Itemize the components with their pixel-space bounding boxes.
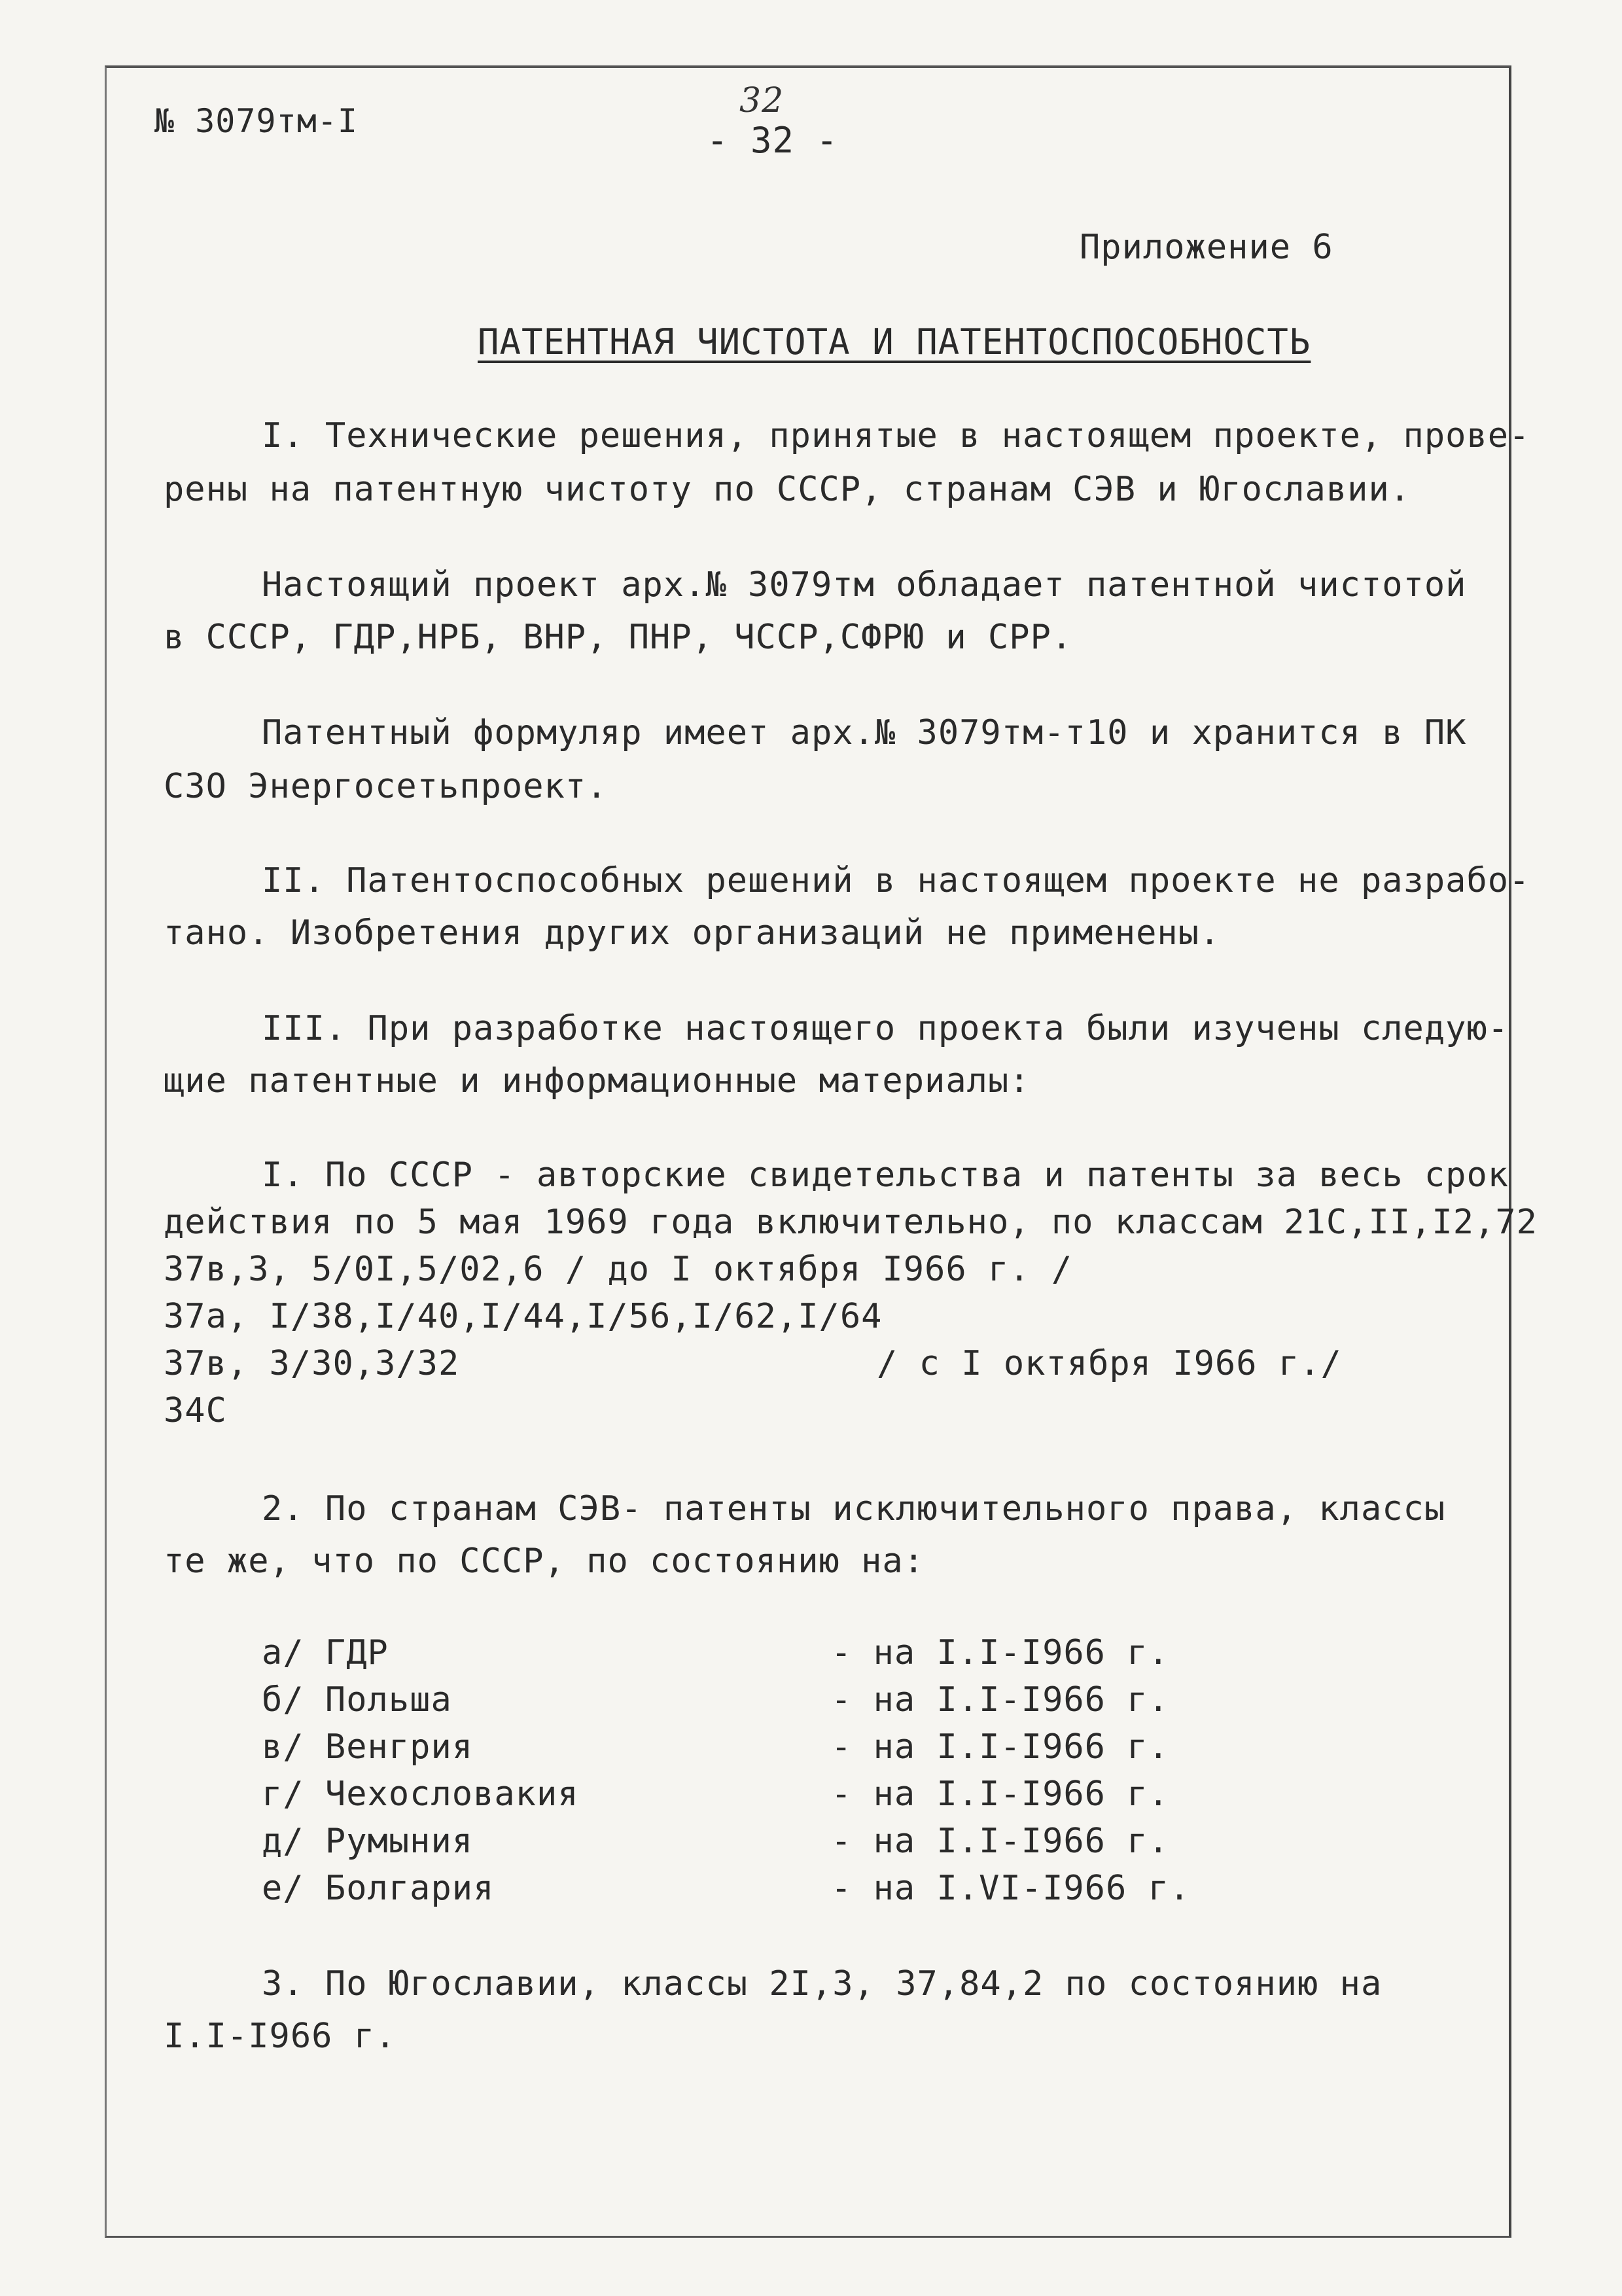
country-name: д/ Румыния xyxy=(262,1822,474,1861)
item-1-line-3: 37в,3, 5/0I,5/02,6 / до I октября I966 г. / xyxy=(164,1250,1073,1289)
item-1-line-6: 34С xyxy=(164,1391,227,1430)
document-number: № 3079тм-I xyxy=(154,102,359,140)
section-3-line-1: III. При разработке настоящего проекта были изучены следую- xyxy=(262,1009,1509,1048)
item-1-date-note: / с I октября I966 г./ xyxy=(877,1344,1342,1383)
country-date: - на I.VI-I966 г. xyxy=(831,1869,1191,1908)
section-2-line-2: тано. Изобретения других организаций не применены. xyxy=(164,913,1221,953)
country-name: г/ Чехословакия xyxy=(262,1775,579,1814)
page-border xyxy=(105,65,1511,2238)
item-2-line-1: 2. По странам СЭВ- патенты исключительного права, классы xyxy=(262,1489,1446,1528)
country-name: б/ Польша xyxy=(262,1680,452,1720)
item-1-line-2: действия по 5 мая 1969 года включительно, по классам 21С,II,I2,72 xyxy=(164,1203,1538,1242)
page-number: - 32 - xyxy=(707,120,839,161)
country-date: - на I.I-I966 г. xyxy=(831,1822,1169,1861)
country-date: - на I.I-I966 г. xyxy=(831,1680,1169,1720)
country-name: в/ Венгрия xyxy=(262,1727,474,1767)
formulary-line-2: СЗО Энергосетьпроект. xyxy=(164,767,608,806)
section-1-line-1: I. Технические решения, принятые в настоящем проекте, прове- xyxy=(262,416,1530,455)
item-3-line-2: I.I-I966 г. xyxy=(164,2017,397,2056)
purity-line-2: в СССР, ГДР,НРБ, ВНР, ПНР, ЧССР,СФРЮ и СРР. xyxy=(164,618,1073,657)
document-title: ПАТЕНТНАЯ ЧИСТОТА И ПАТЕНТОСПОСОБНОСТЬ xyxy=(478,321,1311,362)
item-1-line-5: 37в, 3/30,3/32 xyxy=(164,1344,460,1383)
country-name: е/ Болгария xyxy=(262,1869,495,1908)
section-3-line-2: щие патентные и информационные материалы: xyxy=(164,1061,1031,1101)
country-name: а/ ГДР xyxy=(262,1633,389,1672)
item-1-line-4: 37а, I/38,I/40,I/44,I/56,I/62,I/64 xyxy=(164,1297,883,1336)
purity-line-1: Настоящий проект арх.№ 3079тм обладает патентной чистотой xyxy=(262,565,1467,605)
item-2-line-2: те же, что по СССР, по состоянию на: xyxy=(164,1542,925,1581)
country-date: - на I.I-I966 г. xyxy=(831,1727,1169,1767)
item-1-line-1: I. По СССР - авторские свидетельства и патенты за весь срок xyxy=(262,1156,1509,1195)
formulary-line-1: Патентный формуляр имеет арх.№ 3079тм-т10 и хранится в ПК xyxy=(262,713,1467,752)
country-date: - на I.I-I966 г. xyxy=(831,1775,1169,1814)
section-2-line-1: II. Патентоспособных решений в настоящем проекте не разрабо- xyxy=(262,861,1530,900)
item-3-line-1: 3. По Югославии, классы 2I,3, 37,84,2 по состоянию на xyxy=(262,1964,1383,2004)
country-date: - на I.I-I966 г. xyxy=(831,1633,1169,1672)
section-1-line-2: рены на патентную чистоту по СССР, странам СЭВ и Югославии. xyxy=(164,470,1411,509)
handwritten-page-number: 32 xyxy=(739,81,785,120)
appendix-label: Приложение 6 xyxy=(1080,228,1333,267)
